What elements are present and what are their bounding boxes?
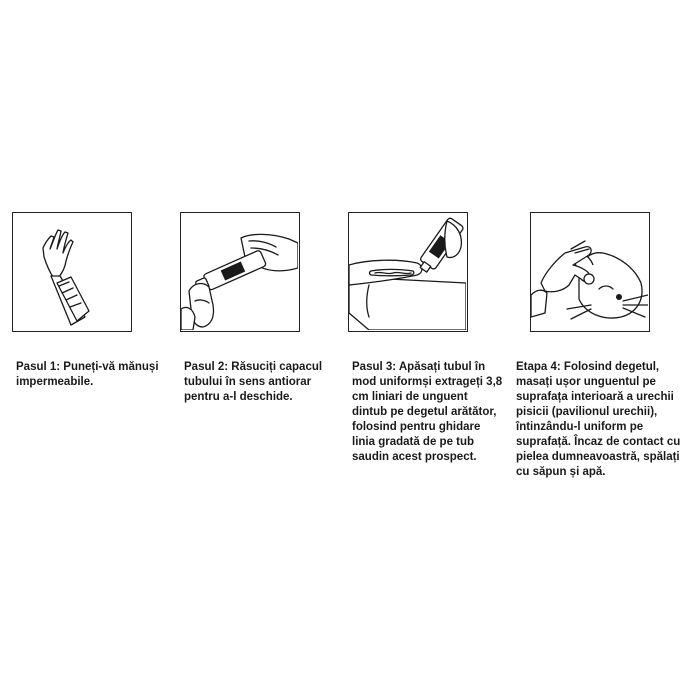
step-3-caption: Pasul 3: Apăsați tubul în mod uniformși extrageți 3,8 cm liniari de unguent dintub pe degetul arătător, folosind pentru ghidare linia gradată de pe tub saudin acest prospect.	[352, 361, 503, 463]
step-2-caption: Pasul 2: Răsuciți capacul tubului în sens antiorar pentru a-l deschide.	[184, 361, 323, 403]
cat-ear-massage-icon	[531, 213, 648, 330]
squeeze-tube-icon	[349, 213, 466, 330]
gloved-hand-icon	[13, 213, 130, 330]
step-4-caption: Etapa 4: Folosind degetul, masați ușor unguentul pe suprafața interioară a urechii pisicii (pavilionul urechii), întinzându-l uniform pe suprafață. Încaz de contact cu pielea dumneavoastră, spălați cu săpun și apă.	[516, 361, 681, 478]
step-1-illustration-panel	[12, 212, 132, 332]
step-4-illustration-panel	[530, 212, 650, 332]
step-1-caption: Pasul 1: Puneți-vă mănuși impermeabile.	[16, 361, 159, 388]
step-3-illustration-panel	[348, 212, 468, 332]
twist-cap-icon	[181, 213, 298, 330]
step-2-illustration-panel	[180, 212, 300, 332]
